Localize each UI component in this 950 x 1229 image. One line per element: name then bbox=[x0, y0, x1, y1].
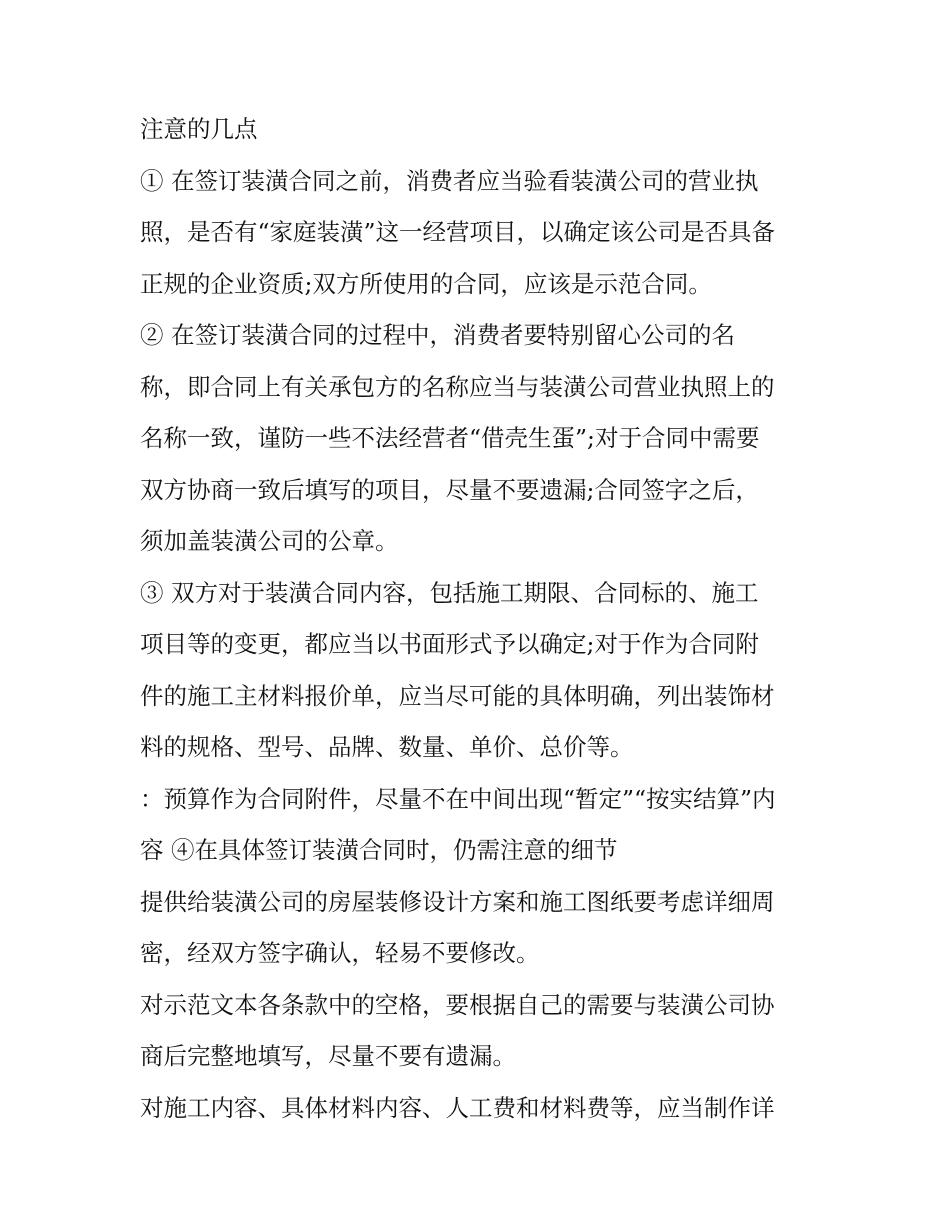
text-line: ③ 双方对于装潢合同内容，包括施工期限、合同标的、施工 bbox=[140, 578, 759, 607]
text-line: 密，经双方签字确认，轻易不要修改。 bbox=[140, 939, 540, 967]
text-line: ：预算作为合同附件，尽量不在中间出现“暂定”“按实结算”内 bbox=[140, 784, 776, 813]
text-line: 名称一致，谨防一些不法经营者“借壳生蛋”;对于合同中需要 bbox=[140, 424, 760, 452]
text-line: 料的规格、型号、品牌、数量、单价、总价等。 bbox=[140, 733, 634, 761]
text-line: 双方协商一致后填写的项目，尽量不要遗漏;合同签字之后， bbox=[140, 475, 759, 504]
text-line: 件的施工主材料报价单，应当尽可能的具体明确，列出装饰材 bbox=[140, 681, 775, 710]
text-line: ① 在签订装潢合同之前，消费者应当验看装潢公司的营业执 bbox=[140, 166, 759, 195]
text-line: 照，是否有“家庭装潢”这一经营项目，以确定该公司是否具备 bbox=[140, 218, 776, 246]
text-line: 称，即合同上有关承包方的名称应当与装潢公司营业执照上的 bbox=[140, 372, 775, 401]
text-line: 对施工内容、具体材料内容、人工费和材料费等，应当制作详 bbox=[140, 1093, 775, 1122]
text-line: 提供给装潢公司的房屋装修设计方案和施工图纸要考虑详细周 bbox=[140, 887, 775, 916]
text-line: 项目等的变更，都应当以书面形式予以确定;对于作为合同附 bbox=[140, 630, 759, 658]
text-line: 须加盖装潢公司的公章。 bbox=[140, 527, 399, 555]
text-line: 商后完整地填写，尽量不要有遗漏。 bbox=[140, 1042, 516, 1070]
text-line: 对示范文本各条款中的空格，要根据自己的需要与装潢公司协 bbox=[140, 990, 775, 1019]
text-line: 容 ④在具体签订装潢合同时，仍需注意的细节 bbox=[140, 836, 618, 864]
text-line: ② 在签订装潢合同的过程中，消费者要特别留心公司的名 bbox=[140, 321, 735, 349]
section-heading: 注意的几点 bbox=[140, 115, 258, 143]
text-line: 正规的企业资质;双方所使用的合同，应该是示范合同。 bbox=[140, 269, 712, 298]
document-body bbox=[140, 104, 820, 1134]
